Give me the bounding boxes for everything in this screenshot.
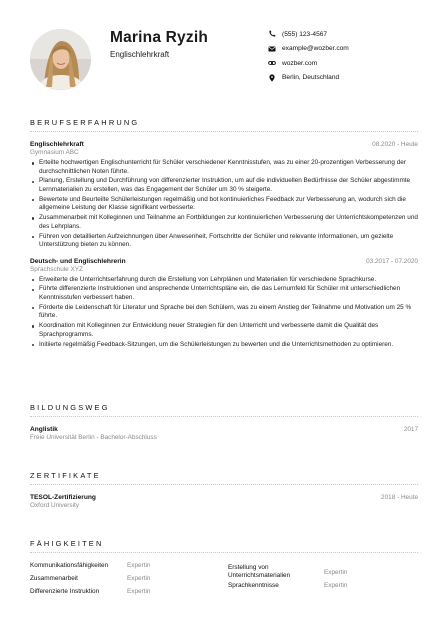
skill-row xyxy=(228,582,418,595)
job-bullets xyxy=(30,159,418,250)
education-heading: BILDUNGSWEG xyxy=(30,403,110,412)
certificate-entry xyxy=(30,494,418,509)
profile-photo xyxy=(30,29,91,90)
phone-icon xyxy=(268,30,276,38)
skill-name: Sprachkenntnisse xyxy=(228,582,279,589)
job-title: Deutsch- und Englischlehrerin xyxy=(30,257,126,265)
list-item: Erweiterte die Unterrichtserfahrung durch die Erstellung von Lehrplänen und Materialien für verschiedene Sprachkurse. xyxy=(30,276,418,285)
education-date: 2017 xyxy=(403,426,418,433)
experience-section xyxy=(30,118,418,350)
contact-location xyxy=(268,71,349,85)
skill-level: Expertin xyxy=(127,588,151,595)
section-divider xyxy=(30,416,418,417)
list-item: Führen von detaillierten Aufzeichnungen über Anwesenheit, Fortschritte der Schüler und relevante Informationen, um gezielte Unterstützung bieten zu können. xyxy=(30,233,418,250)
list-item: Initiierte regelmäßig Feedback-Sitzungen, um die Schülerleistungen zu bewerten und die Unterrichtsmethoden zu optimieren. xyxy=(30,341,418,350)
education-title: Anglistik xyxy=(30,426,58,433)
list-item: Zusammenarbeit mit Kolleginnen und Teilnahme an Fortbildungen zur kontinuierlichen Verbesserung der Unterrichtskompetenzen und des Lehrplans. xyxy=(30,214,418,231)
education-section xyxy=(30,403,418,441)
certificates-section xyxy=(30,471,418,509)
candidate-role: Englischlehrkraft xyxy=(110,50,170,59)
skills-section xyxy=(30,539,418,601)
skill-row xyxy=(30,575,228,588)
website-text[interactable]: wozber.com xyxy=(282,59,318,67)
skills-column-right xyxy=(228,562,418,601)
list-item: Koordination mit Kolleginnen zur Entwicklung neuer Strategien für den Unterricht und verbesserte damit die Qualität des Sprachprogramms. xyxy=(30,322,418,339)
contact-website xyxy=(268,56,349,70)
job-company: Sprachschule XYZ xyxy=(30,265,83,273)
list-item: Erteilte hochwertigen Englischunterricht für Schüler verschiedener Kenntnisstufen, was zu einer 20-prozentigen Verbesserung der durchschnittlichen Noten führte. xyxy=(30,159,418,176)
education-entry xyxy=(30,426,418,441)
link-icon xyxy=(268,59,276,67)
skill-row xyxy=(30,562,228,575)
email-icon xyxy=(268,45,276,53)
contact-phone xyxy=(268,27,349,41)
job-bullets xyxy=(30,276,418,350)
skills-heading: FÄHIGKEITEN xyxy=(30,539,104,548)
certificate-title: TESOL-Zertifizierung xyxy=(30,494,96,501)
skill-level: Expertin xyxy=(127,575,151,582)
skills-grid xyxy=(30,562,418,601)
skill-name: Erstellung von Unterrichtsmaterialien xyxy=(228,564,291,579)
job-entry xyxy=(30,141,418,250)
section-divider xyxy=(30,552,418,553)
email-text[interactable]: example@wozber.com xyxy=(282,45,349,52)
skill-level: Expertin xyxy=(324,582,348,589)
certificate-issuer: Oxford University xyxy=(30,502,80,509)
job-date: 03.2017 - 07.2020 xyxy=(366,257,418,265)
skill-level: Expertin xyxy=(127,562,151,569)
contact-list xyxy=(268,27,349,85)
skill-name: Zusammenarbeit xyxy=(30,575,78,582)
experience-heading: BERUFSERFAHRUNG xyxy=(30,118,140,127)
skill-row xyxy=(228,562,418,582)
list-item: Führte differenzierte Instruktionen und ansprechende Unterrichtspläne ein, die das Lernumfeld für Schüler mit unterschiedlichen Kenntnisstufen verbessert haben. xyxy=(30,285,418,302)
list-item: Förderte die Leidenschaft für Literatur und Sprache bei den Schülern, was zu einem Anstieg der Teilnahme und Motivation um 25 % führte. xyxy=(30,304,418,321)
skill-level: Expertin xyxy=(324,568,348,576)
job-company: Gymnasium ABC xyxy=(30,149,79,156)
job-date: 08.2020 - Heute xyxy=(372,141,418,148)
phone-text: (555) 123-4567 xyxy=(282,30,328,38)
skill-row xyxy=(30,588,228,601)
section-divider xyxy=(30,131,418,132)
section-divider xyxy=(30,484,418,485)
skills-column-left xyxy=(30,562,228,601)
certificates-heading: ZERTIFIKATE xyxy=(30,471,101,480)
certificate-date: 2018 - Heute xyxy=(381,494,418,501)
list-item: Bewertete und Beurteilte Schülerleistungen regelmäßig und bot kontinuierliches Feedback zur Verbesserung an, wodurch sich die allgemeine Leistung der Klasse signifikant verbesserte. xyxy=(30,196,418,213)
candidate-name: Marina Ryzih xyxy=(110,29,209,46)
skill-name: Differenzierte Instruktion xyxy=(30,588,100,595)
job-title: Englischlehrkraft xyxy=(30,141,84,148)
location-pin-icon xyxy=(268,74,276,82)
skill-name: Kommunikationsfähigkeiten xyxy=(30,562,109,569)
contact-email xyxy=(268,42,349,56)
list-item: Planung, Erstellung und Durchführung von differenzierter Instruktion, um auf die individuellen Bedürfnisse der Schüler abgestimmte Lernmaterialien zu erstellen, was das Engagement der Schüler um 30 % steigerte. xyxy=(30,177,418,194)
job-entry xyxy=(30,258,418,350)
location-text: Berlin, Deutschland xyxy=(282,74,340,81)
education-institution: Freie Universität Berlin - Bachelor-Abschluss xyxy=(30,434,157,441)
